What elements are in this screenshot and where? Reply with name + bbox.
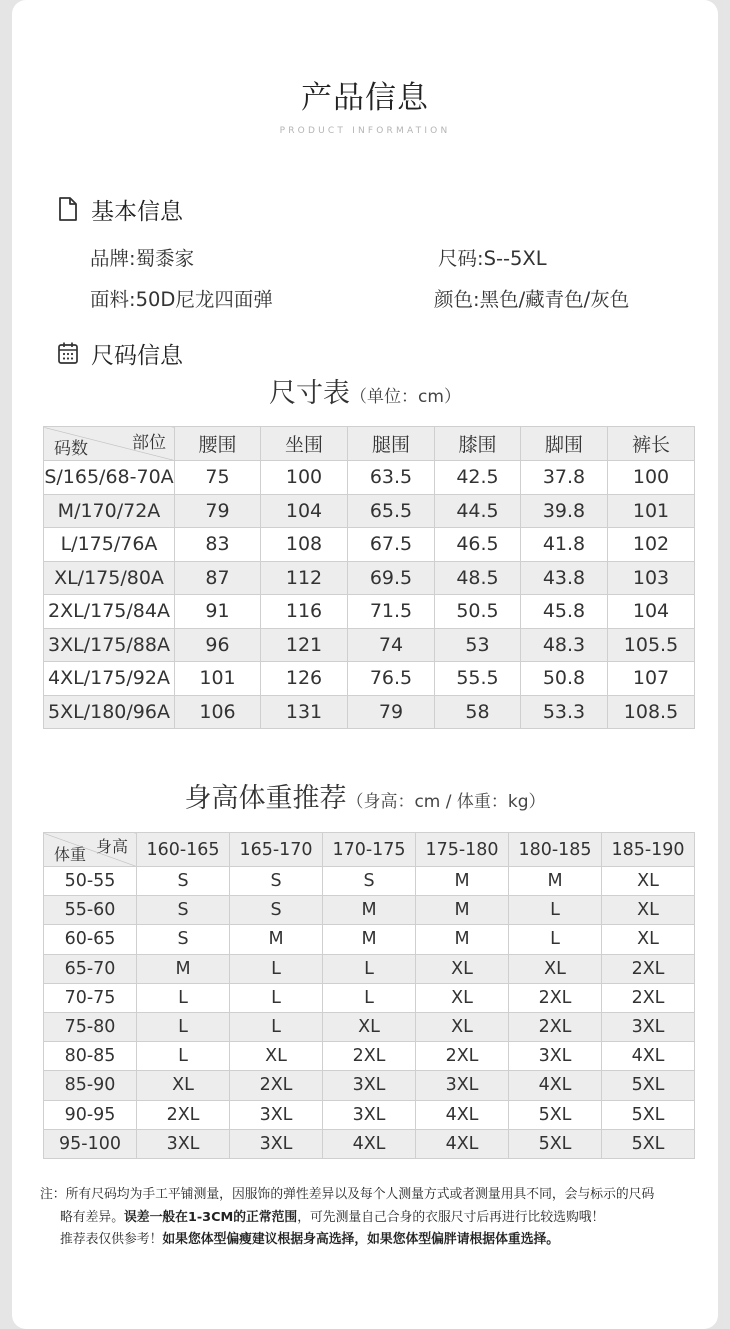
- value-cell: M: [230, 925, 323, 954]
- value-cell: M: [323, 925, 416, 954]
- value-cell: XL: [137, 1071, 230, 1100]
- value-cell: 3XL: [323, 1071, 416, 1100]
- basic-info-title: 基本信息: [91, 198, 183, 225]
- value-cell: XL: [602, 896, 695, 925]
- value-cell: L: [323, 954, 416, 983]
- document-icon: [56, 196, 80, 222]
- row-label-cell: 5XL/180/96A: [44, 695, 175, 729]
- column-header: 脚围: [521, 427, 608, 461]
- value-cell: L: [137, 1012, 230, 1041]
- rec-table-unit: （身高：cm / 体重：kg）: [346, 792, 546, 812]
- row-label-cell: 95-100: [44, 1129, 137, 1158]
- row-label-cell: 80-85: [44, 1042, 137, 1071]
- value-cell: S: [323, 867, 416, 896]
- value-cell: 75: [175, 461, 261, 495]
- value-cell: 3XL: [137, 1129, 230, 1158]
- note-text: [40, 1184, 654, 1252]
- value-cell: 3XL: [230, 1100, 323, 1129]
- corner-label-height: 身高: [95, 837, 128, 856]
- value-cell: L: [230, 954, 323, 983]
- size-table-row: [44, 528, 695, 562]
- value-cell: 91: [175, 595, 261, 629]
- value-cell: 104: [261, 494, 348, 528]
- note-line-2-bold: 误差一般在1-3CM的正常范围: [123, 1209, 298, 1225]
- value-cell: 50.8: [521, 662, 608, 696]
- value-cell: XL: [602, 867, 695, 896]
- row-label-cell: 65-70: [44, 954, 137, 983]
- rec-table-row: [44, 867, 695, 896]
- row-label-cell: M/170/72A: [44, 494, 175, 528]
- value-cell: L: [509, 896, 602, 925]
- value-cell: 4XL: [509, 1071, 602, 1100]
- value-cell: 53: [435, 628, 521, 662]
- value-cell: 4XL: [323, 1129, 416, 1158]
- value-cell: 108.5: [608, 695, 695, 729]
- value-cell: 101: [175, 662, 261, 696]
- note-line-2: [40, 1207, 654, 1230]
- size-range-text: 尺码:S--5XL: [438, 247, 547, 270]
- value-cell: 4XL: [602, 1042, 695, 1071]
- row-label-cell: 85-90: [44, 1071, 137, 1100]
- rec-table-row: [44, 925, 695, 954]
- size-table-row: [44, 695, 695, 729]
- size-table-row: [44, 628, 695, 662]
- rec-table-row: [44, 954, 695, 983]
- value-cell: XL: [416, 954, 509, 983]
- value-cell: 107: [608, 662, 695, 696]
- value-cell: 100: [608, 461, 695, 495]
- value-cell: 2XL: [230, 1071, 323, 1100]
- value-cell: 45.8: [521, 595, 608, 629]
- value-cell: 5XL: [509, 1100, 602, 1129]
- value-cell: XL: [230, 1042, 323, 1071]
- value-cell: S: [230, 867, 323, 896]
- column-header: 坐围: [261, 427, 348, 461]
- fabric-text: 面料:50D尼龙四面弹: [90, 288, 273, 311]
- brand-text: 品牌:蜀黍家: [90, 247, 195, 270]
- value-cell: M: [323, 896, 416, 925]
- value-cell: XL: [323, 1012, 416, 1041]
- rec-table-row: [44, 1042, 695, 1071]
- value-cell: 3XL: [323, 1100, 416, 1129]
- size-table-row: [44, 494, 695, 528]
- note-line-3: [40, 1229, 654, 1252]
- value-cell: 79: [175, 494, 261, 528]
- row-label-cell: XL/175/80A: [44, 561, 175, 595]
- value-cell: M: [416, 867, 509, 896]
- note-line-3-bold: 如果您体型偏瘦建议根据身高选择，如果您体型偏胖请根据体重选择。: [162, 1232, 560, 1247]
- value-cell: 105.5: [608, 628, 695, 662]
- value-cell: 55.5: [435, 662, 521, 696]
- value-cell: 43.8: [521, 561, 608, 595]
- value-cell: 5XL: [602, 1071, 695, 1100]
- value-cell: 39.8: [521, 494, 608, 528]
- value-cell: 2XL: [602, 983, 695, 1012]
- value-cell: 131: [261, 695, 348, 729]
- corner-label-size: 码数: [54, 439, 88, 459]
- column-header: 175-180: [416, 833, 509, 867]
- size-table-corner: [44, 427, 175, 461]
- value-cell: 101: [608, 494, 695, 528]
- value-cell: 102: [608, 528, 695, 562]
- value-cell: 2XL: [509, 983, 602, 1012]
- value-cell: 2XL: [509, 1012, 602, 1041]
- row-label-cell: 90-95: [44, 1100, 137, 1129]
- size-table-row: [44, 662, 695, 696]
- value-cell: 121: [261, 628, 348, 662]
- value-cell: 5XL: [602, 1100, 695, 1129]
- value-cell: 96: [175, 628, 261, 662]
- value-cell: M: [416, 925, 509, 954]
- value-cell: 116: [261, 595, 348, 629]
- row-label-cell: L/175/76A: [44, 528, 175, 562]
- row-label-cell: 55-60: [44, 896, 137, 925]
- row-label-cell: 3XL/175/88A: [44, 628, 175, 662]
- corner-label-weight: 体重: [54, 845, 87, 864]
- column-header: 180-185: [509, 833, 602, 867]
- value-cell: 3XL: [509, 1042, 602, 1071]
- value-cell: 103: [608, 561, 695, 595]
- value-cell: M: [509, 867, 602, 896]
- size-table-unit: （单位：cm）: [350, 387, 461, 407]
- value-cell: 53.3: [521, 695, 608, 729]
- value-cell: 63.5: [348, 461, 435, 495]
- size-info-heading: [56, 338, 183, 368]
- note-line-1: 注：所有尺码均为手工平铺测量，因服饰的弹性差异以及每个人测量方式或者测量用具不同，会与标示的尺码: [40, 1187, 655, 1202]
- note-line-3-plain: 推荐表仅供参考！: [60, 1232, 163, 1247]
- value-cell: 69.5: [348, 561, 435, 595]
- value-cell: 79: [348, 695, 435, 729]
- rec-table-title: [0, 776, 730, 815]
- value-cell: 2XL: [602, 954, 695, 983]
- row-label-cell: 2XL/175/84A: [44, 595, 175, 629]
- value-cell: 37.8: [521, 461, 608, 495]
- value-cell: 2XL: [323, 1042, 416, 1071]
- value-cell: 4XL: [416, 1100, 509, 1129]
- row-label-cell: S/165/68-70A: [44, 461, 175, 495]
- value-cell: XL: [602, 925, 695, 954]
- value-cell: 104: [608, 595, 695, 629]
- row-label-cell: 50-55: [44, 867, 137, 896]
- column-header: 185-190: [602, 833, 695, 867]
- rec-table-row: [44, 1129, 695, 1158]
- value-cell: 5XL: [509, 1129, 602, 1158]
- value-cell: 3XL: [602, 1012, 695, 1041]
- value-cell: XL: [416, 983, 509, 1012]
- value-cell: 112: [261, 561, 348, 595]
- value-cell: L: [137, 1042, 230, 1071]
- rec-table-row: [44, 1012, 695, 1041]
- value-cell: 100: [261, 461, 348, 495]
- column-header: 腿围: [348, 427, 435, 461]
- calendar-icon: [56, 340, 80, 366]
- value-cell: 5XL: [602, 1129, 695, 1158]
- value-cell: 74: [348, 628, 435, 662]
- row-label-cell: 60-65: [44, 925, 137, 954]
- row-label-cell: 75-80: [44, 1012, 137, 1041]
- value-cell: 65.5: [348, 494, 435, 528]
- note-line-2-plain: 略有差异。: [60, 1209, 124, 1225]
- value-cell: S: [137, 925, 230, 954]
- value-cell: XL: [509, 954, 602, 983]
- value-cell: 2XL: [137, 1100, 230, 1129]
- rec-table-row: [44, 983, 695, 1012]
- rec-table-row: [44, 896, 695, 925]
- size-table-row: [44, 595, 695, 629]
- size-table-row: [44, 561, 695, 595]
- height-weight-table: [43, 832, 695, 1159]
- rec-table-row: [44, 1071, 695, 1100]
- value-cell: S: [137, 896, 230, 925]
- value-cell: S: [230, 896, 323, 925]
- value-cell: 41.8: [521, 528, 608, 562]
- value-cell: 106: [175, 695, 261, 729]
- value-cell: S: [137, 867, 230, 896]
- value-cell: 48.5: [435, 561, 521, 595]
- value-cell: 42.5: [435, 461, 521, 495]
- column-header: 膝围: [435, 427, 521, 461]
- page-subtitle: PRODUCT INFORMATION: [279, 126, 451, 136]
- size-chart-table: [43, 426, 695, 729]
- value-cell: L: [137, 983, 230, 1012]
- column-header: 160-165: [137, 833, 230, 867]
- column-header: 170-175: [323, 833, 416, 867]
- size-table-row: [44, 461, 695, 495]
- value-cell: L: [509, 925, 602, 954]
- value-cell: 48.3: [521, 628, 608, 662]
- value-cell: 58: [435, 695, 521, 729]
- value-cell: 44.5: [435, 494, 521, 528]
- value-cell: 3XL: [230, 1129, 323, 1158]
- value-cell: 2XL: [416, 1042, 509, 1071]
- page-title: 产品信息: [301, 80, 429, 116]
- value-cell: 76.5: [348, 662, 435, 696]
- size-table-title: [0, 371, 730, 410]
- value-cell: 87: [175, 561, 261, 595]
- rec-table-header: [44, 833, 695, 867]
- size-info-title: 尺码信息: [91, 342, 183, 369]
- column-header: 165-170: [230, 833, 323, 867]
- value-cell: 126: [261, 662, 348, 696]
- value-cell: M: [137, 954, 230, 983]
- value-cell: 4XL: [416, 1129, 509, 1158]
- row-label-cell: 70-75: [44, 983, 137, 1012]
- value-cell: L: [323, 983, 416, 1012]
- rec-table-title-text: 身高体重推荐: [184, 783, 347, 814]
- value-cell: 46.5: [435, 528, 521, 562]
- value-cell: 71.5: [348, 595, 435, 629]
- size-table-header: [44, 427, 695, 461]
- value-cell: 50.5: [435, 595, 521, 629]
- column-header: 裤长: [608, 427, 695, 461]
- note-line-2-rest: ，可先测量自己合身的衣服尺寸后再进行比较选购哦！: [297, 1209, 605, 1225]
- value-cell: L: [230, 1012, 323, 1041]
- row-label-cell: 4XL/175/92A: [44, 662, 175, 696]
- color-text: 颜色:黑色/藏青色/灰色: [434, 288, 630, 311]
- column-header: 腰围: [175, 427, 261, 461]
- rec-table-row: [44, 1100, 695, 1129]
- corner-label-part: 部位: [132, 433, 166, 453]
- rec-table-corner: [44, 833, 137, 867]
- value-cell: 3XL: [416, 1071, 509, 1100]
- value-cell: 108: [261, 528, 348, 562]
- basic-info-heading: [56, 194, 183, 224]
- value-cell: 83: [175, 528, 261, 562]
- value-cell: XL: [416, 1012, 509, 1041]
- value-cell: 67.5: [348, 528, 435, 562]
- size-table-title-text: 尺寸表: [269, 378, 351, 409]
- value-cell: M: [416, 896, 509, 925]
- value-cell: L: [230, 983, 323, 1012]
